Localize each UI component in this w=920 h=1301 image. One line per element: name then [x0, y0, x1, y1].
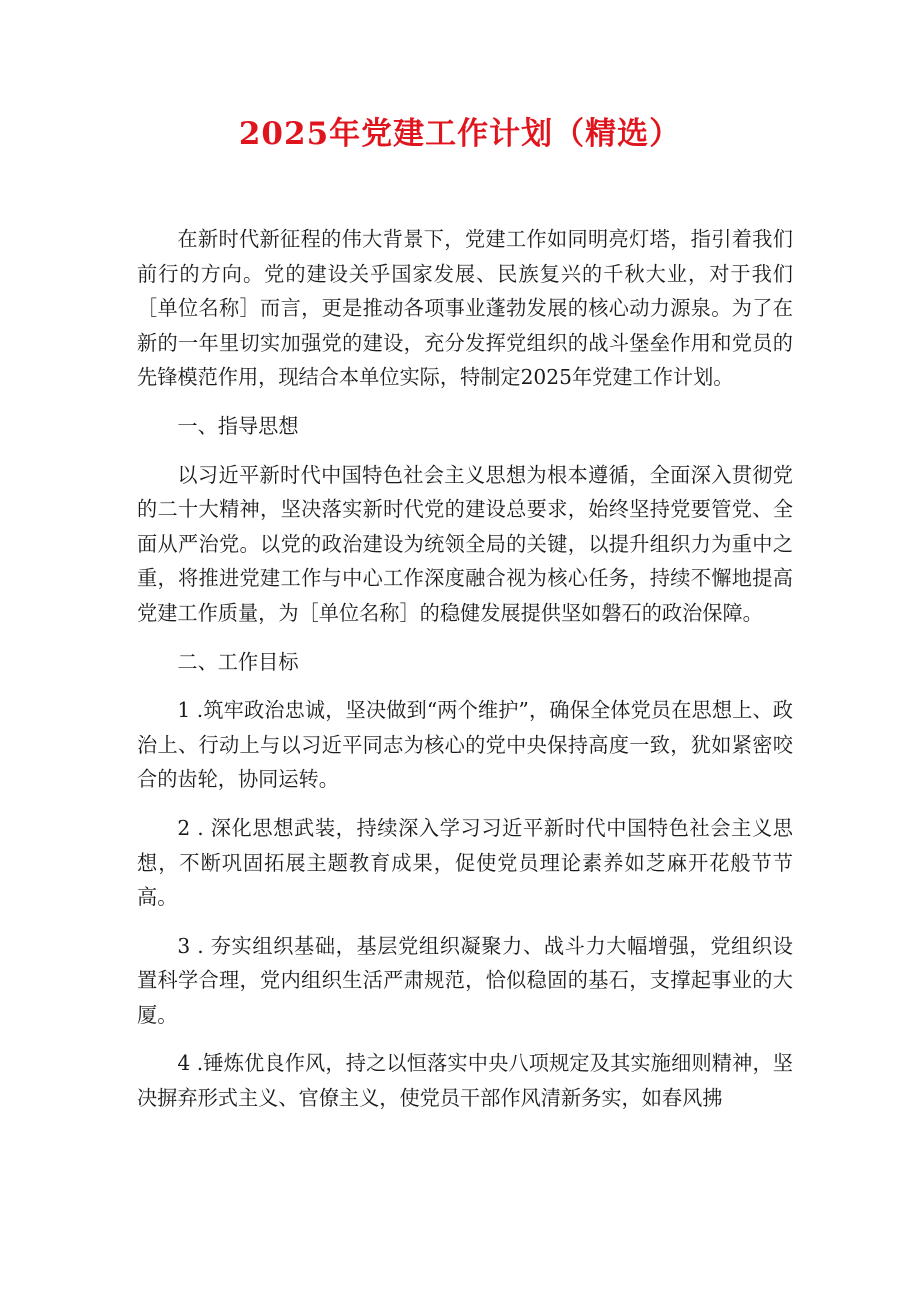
- document-title: 2025年党建工作计划（精选）: [238, 116, 682, 152]
- goal-item-1: 1 .筑牢政治忠诚，坚决做到“两个维护”，确保全体党员在思想上、政治上、行动上与以习近平同志为核心的党中央保持高度一致，犹如紧密咬合的齿轮，协同运转。: [137, 698, 793, 792]
- goal-item-4: 4 .锤炼优良作风，持之以恒落实中央八项规定及其实施细则精神，坚决摒弃形式主义、官僚主义，使党员干部作风清新务实，如春风拂: [137, 1051, 793, 1111]
- intro-paragraph: 在新时代新征程的伟大背景下，党建工作如同明亮灯塔，指引着我们前行的方向。党的建设关乎国家发展、民族复兴的千秋大业，对于我们［单位名称］而言，更是推动各项事业蓬勃发展的核心动力源泉。为了在新的一年里切实加强党的建设，充分发挥党组织的战斗堡垒作用和党员的先锋模范作用，现结合本单位实际，特制定2025年党建工作计划。: [137, 227, 793, 390]
- goal-item-3: 3 . 夯实组织基础，基层党组织凝聚力、战斗力大幅增强，党组织设置科学合理，党内组织生活严肃规范，恰似稳固的基石，支撑起事业的大厦。: [137, 933, 793, 1027]
- guiding-thought-paragraph: 以习近平新时代中国特色社会主义思想为根本遵循，全面深入贯彻党的二十大精神，坚决落实新时代党的建设总要求，始终坚持党要管党、全面从严治党。以党的政治建设为统领全局的关键，以提升组织力为重中之重，将推进党建工作与中心工作深度融合视为核心任务，持续不懈地提高党建工作质量，为［单位名称］的稳健发展提供坚如磐石的政治保障。: [137, 462, 793, 625]
- section-heading-guiding-thought: 一、指导思想: [177, 413, 299, 438]
- section-heading-work-goals: 二、工作目标: [177, 649, 299, 674]
- goal-item-2: 2 . 深化思想武装，持续深入学习习近平新时代中国特色社会主义思想，不断巩固拓展主题教育成果，促使党员理论素养如芝麻开花般节节高。: [137, 815, 793, 910]
- document-body: [137, 222, 793, 1130]
